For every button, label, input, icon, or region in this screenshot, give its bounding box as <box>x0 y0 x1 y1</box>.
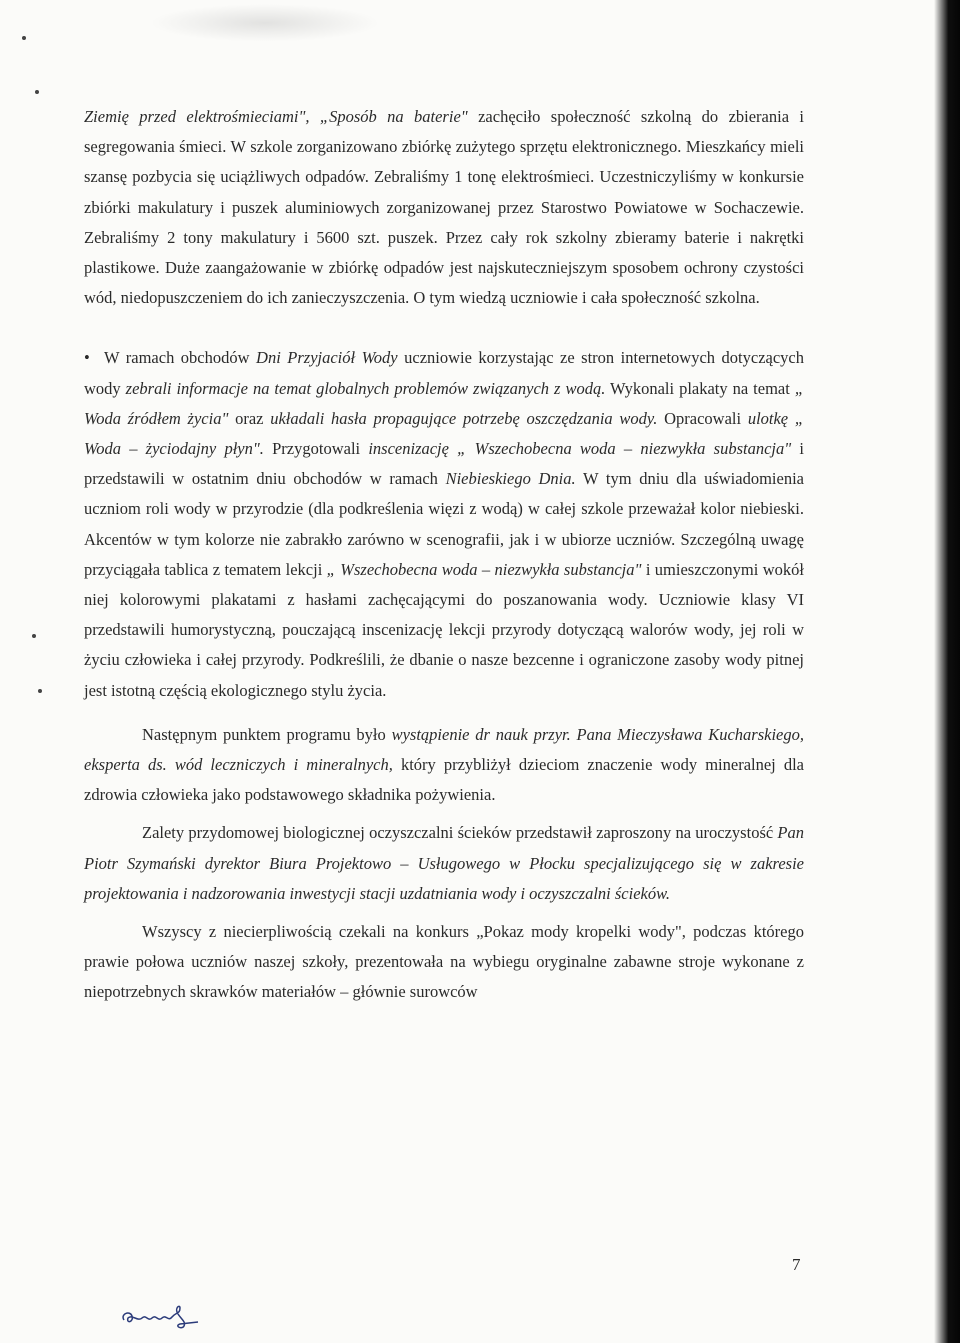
paragraph-gap <box>84 313 804 343</box>
scan-speck <box>22 36 26 40</box>
paragraph-4-text: Zalety przydomowej biologicznej oczyszczalni ścieków przedstawił zaproszony na uroczystość <box>142 823 778 843</box>
bullet-text-3: Wykonali plakaty na temat <box>605 378 795 398</box>
scan-speck <box>38 689 42 693</box>
paragraph-5 <box>84 917 804 1008</box>
signature-icon <box>118 1300 208 1332</box>
bullet-paragraph <box>84 343 804 705</box>
paragraph-3 <box>84 720 804 811</box>
paragraph-4-italic: Pan Piotr Szymański dyrektor Biura Projektowo – Usługowego w Płocku specjalizującego się w zakresie projektowania i nadzorowania inwestycji stacji uzdatniania wody i oczyszczalni ścieków. <box>84 823 804 903</box>
document-body <box>84 102 804 1008</box>
bullet-text-9: i umieszczonymi wokół niej kolorowymi plakatami z hasłami zachęcającymi do poszanowania wody. Uczniowie klasy VI przedstawili humorystyczną, pouczającą inscenizację lekcji przyrody dotyczącą walorów wody, jej roli w życiu człowieka i całej przyrody. Podkreślili, że dbanie o nasze bezcenne i ograniczone zasoby wody pitnej jest istotną częścią ekologicznego stylu życia. <box>84 559 804 700</box>
paragraph-1-text: zachęciło społeczność szkolną do zbierania i segregowania śmieci. W szkole zorganizowano zbiórkę zużytego sprzętu elektronicznego. Mieszkańcy mieli szansę pozbycia się uciążliwych odpadów. Zebraliśmy 1 tonę elektrośmieci. Uczestniczyliśmy w konkursie zbiórki makulatury i puszek aluminiowych zorganizowanej przez Starostwo Powiatowe w Sochaczewie. Zebraliśmy 2 tony makulatury i 5600 szt. puszek. Przez cały rok szkolny zbieramy baterie i nakrętki plastikowe. Duże zaangażowanie w zbiórkę odpadów jest najskuteczniejszym sposobem ochrony czystości wód, niedopuszczeniem do ich zanieczyszczenia. O tym wiedzą uczniowie i cała społeczność szkolna. <box>84 107 804 308</box>
scan-speck <box>32 634 36 638</box>
scan-speck <box>35 90 39 94</box>
paragraph-1-italic: Ziemię przed elektrośmieciami", „Sposób na baterie" <box>84 107 468 126</box>
bullet-italic-1: Dni Przyjaciół Wody <box>256 348 398 368</box>
bullet-text-6: Przygotowali <box>263 439 369 459</box>
bullet-text-5: Opracowali <box>657 408 748 428</box>
bullet-content <box>84 343 804 705</box>
bullet-italic-3: „ Woda źródłem życia" <box>84 378 804 428</box>
bullet-icon: • <box>84 348 90 368</box>
bullet-italic-4: układali hasła propagujące potrzebę oszczędzania wody. <box>270 408 658 428</box>
scan-smudge <box>150 4 380 42</box>
bullet-italic-8: „ Wszechobecna woda – niezwykła substancja" <box>326 559 642 579</box>
paragraph-3-text-1: Następnym punktem programu było <box>142 724 392 744</box>
bullet-italic-6: inscenizację „ Wszechobecna woda – niezwykła substancja" <box>368 439 792 459</box>
paragraph-3-italic: wystąpienie dr nauk przyr. Pana Mieczysława Kucharskiego, eksperta ds. wód leczniczych i mineralnych, <box>84 724 804 775</box>
paragraph-5-text: Wszyscy z niecierpliwością czekali na konkurs „Pokaz mody kropelki wody", podczas którego prawie połowa uczniów naszej szkoły, prezentowała na wybiegu oryginalne zabawne stroje wykonane z niepotrzebnych skrawków materiałów – głównie surowców <box>84 922 804 1002</box>
page-number: 7 <box>792 1255 801 1274</box>
bullet-text-8: W tym dniu dla uświadomienia uczniom roli wody w przyrodzie (dla podkreślenia więzi z wodą) w całej szkole przeważał kolor niebieski. Akcentów w tym kolorze nie zabrakło zarówno w scenografii, jak i w ubiorze uczniów. Szczególną uwagę przyciągała tablica z tematem lekcji <box>84 469 804 579</box>
paragraph-3-text-2: który przybliżył dzieciom znaczenie wody mineralnej dla zdrowia człowieka jako podstawowego składnika pożywienia. <box>84 755 804 805</box>
bullet-text-7: i przedstawili w ostatnim dniu obchodów w ramach <box>84 439 804 489</box>
paragraph-4 <box>84 818 804 909</box>
scan-edge-shadow <box>934 0 960 1343</box>
bullet-text-1: W ramach obchodów <box>104 348 257 368</box>
paragraph-1 <box>84 102 804 313</box>
bullet-text-4: oraz <box>228 408 271 428</box>
bullet-italic-2: zebrali informacje na temat globalnych problemów związanych z wodą. <box>125 378 606 398</box>
bullet-italic-7: Niebieskiego Dnia. <box>445 469 576 489</box>
bullet-italic-5: ulotkę „ Woda – życiodajny płyn". <box>84 408 805 459</box>
bullet-text-2: uczniowie korzystając ze stron internetowych dotyczących wody <box>84 348 804 398</box>
